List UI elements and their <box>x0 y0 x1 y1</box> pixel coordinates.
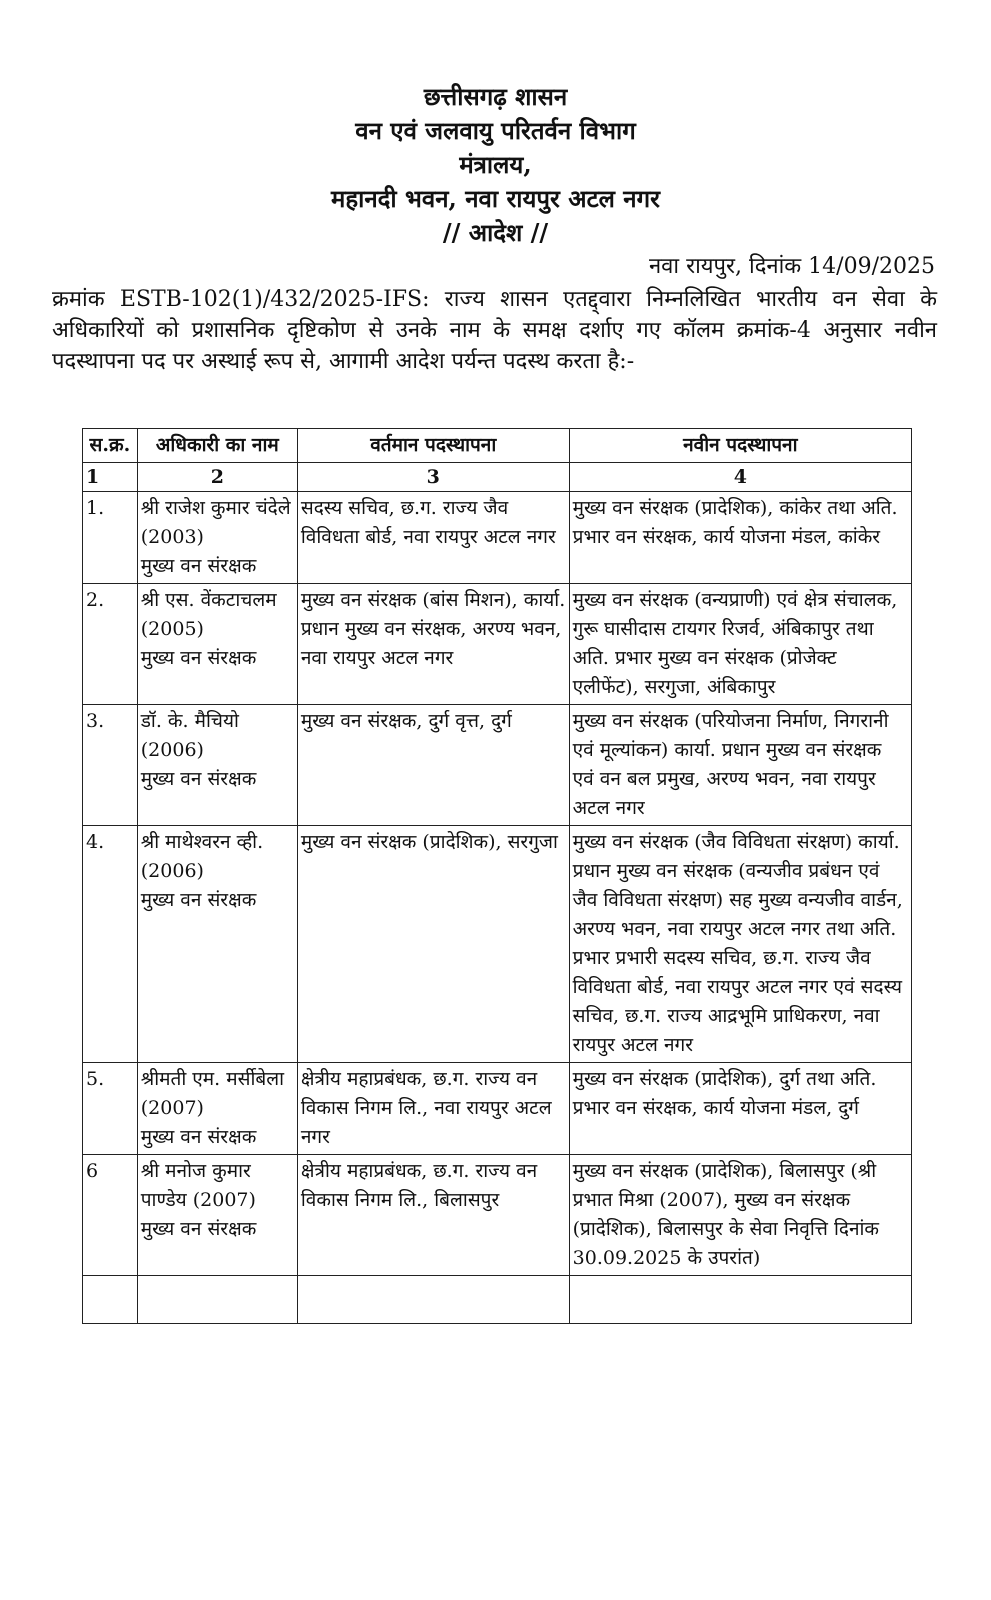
empty-cell <box>137 1276 297 1324</box>
officer-designation: मुख्य वन संरक्षक <box>140 555 257 577</box>
header-new-posting: नवीन पदस्थापना <box>569 429 911 463</box>
officer-name: डॉ. के. मैचियो (2006) <box>140 710 239 761</box>
ministry-name: मंत्रालय, <box>459 150 532 179</box>
officer-designation: मुख्य वन संरक्षक <box>140 889 257 911</box>
officer-name: श्री मनोज कुमार पाण्डेय (2007) <box>140 1160 256 1211</box>
row-new-posting: मुख्य वन संरक्षक (प्रादेशिक), कांकेर तथा अति. प्रभार वन संरक्षक, कार्य योजना मंडल, कांकेर <box>569 492 911 584</box>
row-new-posting: मुख्य वन संरक्षक (प्रादेशिक), दुर्ग तथा अति. प्रभार वन संरक्षक, कार्य योजना मंडल, दुर्ग <box>569 1063 911 1155</box>
col-number: 4 <box>569 463 911 492</box>
officer-designation: मुख्य वन संरक्षक <box>140 1126 257 1148</box>
empty-cell <box>83 1276 138 1324</box>
row-officer <box>137 826 297 1063</box>
row-sno: 5. <box>83 1063 138 1155</box>
empty-cell <box>297 1276 569 1324</box>
posting-table <box>82 428 912 1324</box>
table-row <box>83 1155 912 1276</box>
govt-name: छत्तीसगढ़ शासन <box>423 82 568 111</box>
row-sno: 1. <box>83 492 138 584</box>
col-number: 1 <box>83 463 138 492</box>
row-officer <box>137 1063 297 1155</box>
row-current-posting: क्षेत्रीय महाप्रबंधक, छ.ग. राज्य वन विकास निगम लि., नवा रायपुर अटल नगर <box>297 1063 569 1155</box>
header-sno: स.क्र. <box>83 429 138 463</box>
officer-name: श्री माथेश्वरन व्ही. (2006) <box>140 831 264 882</box>
department-name: वन एवं जलवायु परितर्वन विभाग <box>355 116 636 145</box>
row-current-posting: मुख्य वन संरक्षक (प्रादेशिक), सरगुजा <box>297 826 569 1063</box>
row-new-posting: मुख्य वन संरक्षक (वन्यप्राणी) एवं क्षेत्र संचालक, गुरू घासीदास टायगर रिजर्व, अंबिकापुर तथा अति. प्रभार मुख्य वन संरक्षक (प्रोजेक्ट एलीफेंट), सरगुजा, अंबिकापुर <box>569 584 911 705</box>
row-current-posting: मुख्य वन संरक्षक, दुर्ग वृत्त, दुर्ग <box>297 705 569 826</box>
row-sno: 6 <box>83 1155 138 1276</box>
officer-name: श्रीमती एम. मर्सीबेला (2007) <box>140 1068 285 1119</box>
table-header-row <box>83 429 912 463</box>
row-new-posting: मुख्य वन संरक्षक (प्रादेशिक), बिलासपुर (श्री प्रभात मिश्रा (2007), मुख्य वन संरक्षक (प्रादेशिक), बिलासपुर के सेवा निवृत्ति दिनांक 30.09.2025 के उपरांत) <box>569 1155 911 1276</box>
officer-designation: मुख्य वन संरक्षक <box>140 647 257 669</box>
officer-name: श्री एस. वेंकटाचलम (2005) <box>140 589 277 640</box>
row-officer <box>137 492 297 584</box>
row-sno: 3. <box>83 705 138 826</box>
order-heading: // आदेश // <box>442 218 549 247</box>
table-row <box>83 584 912 705</box>
office-address: महानदी भवन, नवा रायपुर अटल नगर <box>331 184 660 213</box>
header-officer-name: अधिकारी का नाम <box>137 429 297 463</box>
empty-cell <box>569 1276 911 1324</box>
row-current-posting: क्षेत्रीय महाप्रबंधक, छ.ग. राज्य वन विकास निगम लि., बिलासपुर <box>297 1155 569 1276</box>
row-new-posting: मुख्य वन संरक्षक (जैव विविधता संरक्षण) कार्या. प्रधान मुख्य वन संरक्षक (वन्यजीव प्रबंधन एवं जैव विविधता संरक्षण) सह मुख्य वन्यजीव वार्डन, अरण्य भवन, नवा रायपुर अटल नगर तथा अति. प्रभार प्रभारी सदस्य सचिव, छ.ग. राज्य जैव विविधता बोर्ड, नवा रायपुर अटल नगर एवं सदस्य सचिव, छ.ग. राज्य आद्रभूमि प्राधिकरण, नवा रायपुर अटल नगर <box>569 826 911 1063</box>
table-row <box>83 1063 912 1155</box>
table-row <box>83 492 912 584</box>
officer-designation: मुख्य वन संरक्षक <box>140 768 257 790</box>
row-sno: 2. <box>83 584 138 705</box>
column-number-row <box>83 463 912 492</box>
officer-designation: मुख्य वन संरक्षक <box>140 1218 257 1240</box>
row-officer <box>137 1155 297 1276</box>
letterhead <box>0 80 991 250</box>
row-current-posting: सदस्य सचिव, छ.ग. राज्य जैव विविधता बोर्ड, नवा रायपुर अटल नगर <box>297 492 569 584</box>
header-current-posting: वर्तमान पदस्थापना <box>297 429 569 463</box>
col-number: 3 <box>297 463 569 492</box>
order-intro-paragraph: क्रमांक ESTB-102(1)/432/2025-IFS: राज्य शासन एतद्द्वारा निम्नलिखित भारतीय वन सेवा के अधिकारियों को प्रशासनिक दृष्टिकोण से उनके नाम के समक्ष दर्शाए गए कॉलम क्रमांक-4 अनुसार नवीन पदस्थापना पद पर अस्थाई रूप से, आगामी आदेश पर्यन्त पदस्थ करता है:- <box>52 287 937 374</box>
row-new-posting: मुख्य वन संरक्षक (परियोजना निर्माण, निगरानी एवं मूल्यांकन) कार्या. प्रधान मुख्य वन संरक्षक एवं वन बल प्रमुख, अरण्य भवन, नवा रायपुर अटल नगर <box>569 705 911 826</box>
officer-name: श्री राजेश कुमार चंदेले (2003) <box>140 497 291 548</box>
table-row <box>83 826 912 1063</box>
col-number: 2 <box>137 463 297 492</box>
table-continuation-row <box>83 1276 912 1324</box>
row-officer <box>137 705 297 826</box>
row-sno: 4. <box>83 826 138 1063</box>
table-row <box>83 705 912 826</box>
row-current-posting: मुख्य वन संरक्षक (बांस मिशन), कार्या. प्रधान मुख्य वन संरक्षक, अरण्य भवन, नवा रायपुर अटल नगर <box>297 584 569 705</box>
place-date: नवा रायपुर, दिनांक 14/09/2025 <box>648 254 935 279</box>
row-officer <box>137 584 297 705</box>
